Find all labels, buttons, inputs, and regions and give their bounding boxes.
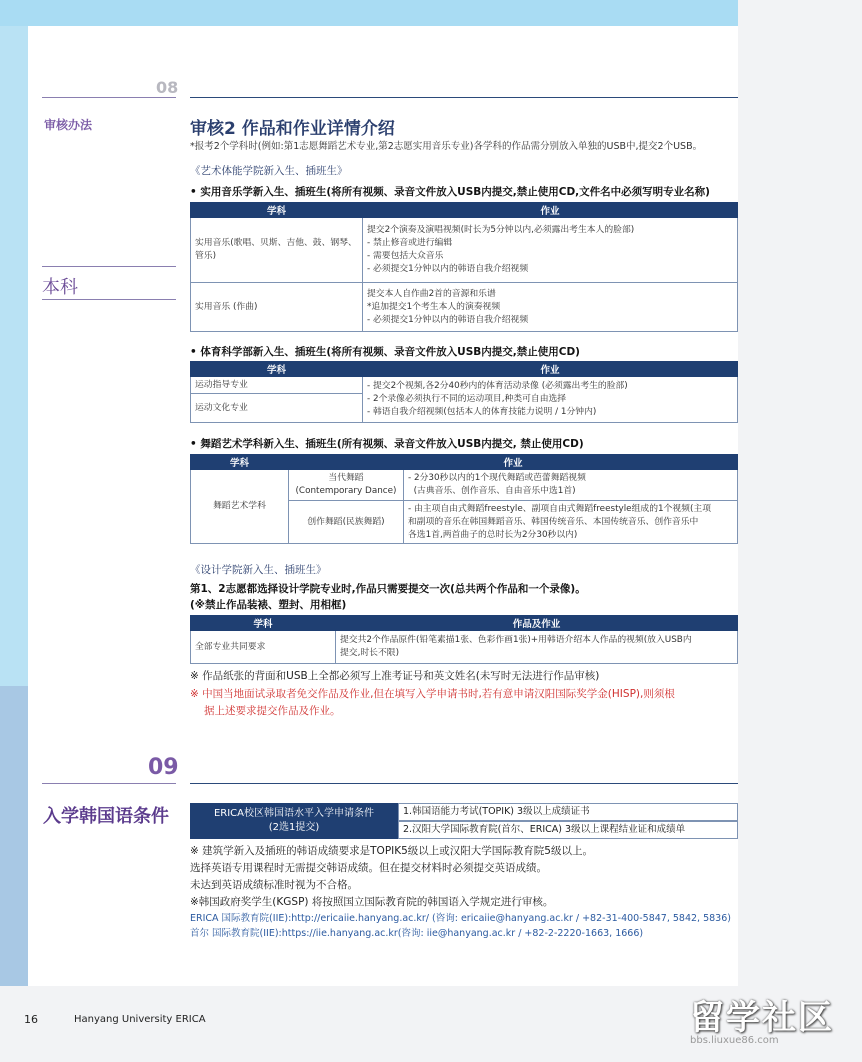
table-row xyxy=(191,283,738,332)
section-number-09: 09 xyxy=(148,755,179,780)
dance-table xyxy=(190,454,738,544)
section-rule xyxy=(42,783,176,784)
work-line: - 2分30秒以内的1个现代舞蹈或芭蕾舞蹈视频 xyxy=(408,473,586,483)
design-heading: 第1、2志愿都选择设计学院专业时,作品只需要提交一次(总共两个作品和一个录像)。 xyxy=(190,583,586,595)
work-line: - 必须提交1分钟以内的韩语自我介绍视频 xyxy=(367,314,529,325)
note-paper: ※ 作品纸张的背面和USB上全都必须写上准考证号和英文姓名(未写时无法进行作品审核) xyxy=(190,670,600,682)
intro-text: *报考2个学科时(例如:第1志愿舞蹈艺术专业,第2志愿实用音乐专业)各学科的作品需分别放入单独的USB中,提交2个USB。 xyxy=(190,141,703,152)
music-heading: • 实用音乐学新入生、插班生(将所有视频、录音文件放入USB内提交,禁止使用CD,文件名中必须写明专业名称) xyxy=(190,186,710,198)
subject-cell: 实用音乐 (作曲) xyxy=(191,283,363,332)
col-header: 学科 xyxy=(191,455,289,470)
work-cell xyxy=(363,283,738,332)
page-number: 16 xyxy=(24,1013,38,1026)
erica-iie-link[interactable]: ERICA 国际教育院(IIE):http://ericaiie.hanyang.ac.kr/ (咨询: ericaiie@hanyang.ac.kr / +82-31-400-5847, 5842, 5836) xyxy=(190,913,731,924)
korean-note: 选择英语专用课程时无需提交韩语成绩。但在提交材料时必须提交英语成绩。 xyxy=(190,862,547,874)
sports-table xyxy=(190,361,738,423)
work-line: - 禁止修音或进行编辑 xyxy=(367,238,453,248)
table-row xyxy=(191,631,738,664)
col-header: 作业 xyxy=(289,455,738,470)
box-title: ERICA校区韩国语水平入学申请条件 xyxy=(213,808,375,819)
seoul-iie-link[interactable]: 首尔 国际教育院(IIE):https://iie.hanyang.ac.kr(咨询: iie@hanyang.ac.kr / +82-2-2220-1663, 1666) xyxy=(190,928,644,939)
work-cell xyxy=(404,501,738,544)
option-item: 1.韩国语能力考试(TOPIK) 3级以上成绩证书 xyxy=(398,803,738,821)
subject-cell: 运动文化专业 xyxy=(191,394,363,423)
col-header: 学科 xyxy=(191,203,363,218)
watermark-url: bbs.liuxue86.com xyxy=(690,1035,779,1046)
left-strip-accent xyxy=(0,686,28,986)
design-category: 《设计学院新入生、插班生》 xyxy=(190,564,327,576)
work-cell xyxy=(363,218,738,283)
work-cell xyxy=(404,470,738,501)
side-label-korean: 入学韩国语条件 xyxy=(43,806,169,827)
side-divider xyxy=(42,266,176,267)
dance-heading: • 舞蹈艺术学科新入生、插班生(所有视频、录音文件放入USB内提交, 禁止使用CD) xyxy=(190,438,584,450)
subject-cell: 全部专业共同要求 xyxy=(191,631,336,664)
design-subheading: (※禁止作品装裱、塑封、用相框) xyxy=(190,599,347,611)
red-note-line2: 据上述要求提交作品及作业。 xyxy=(204,705,341,717)
music-table xyxy=(190,202,738,332)
type-cell xyxy=(289,470,404,501)
korean-note: ※韩国政府奖学生(KGSP) 将按照国立国际教育院的韩国语入学规定进行审核。 xyxy=(190,896,554,908)
side-divider xyxy=(42,299,176,300)
col-header: 作品及作业 xyxy=(336,616,738,631)
work-cell xyxy=(363,377,738,423)
section-number-08: 08 xyxy=(156,78,179,97)
table-row xyxy=(191,218,738,283)
sports-heading: • 体育科学部新入生、插班生(将所有视频、录音文件放入USB内提交,禁止使用CD) xyxy=(190,346,580,358)
col-header: 作业 xyxy=(363,362,738,377)
type-cell: 创作舞蹈(民族舞蹈) xyxy=(289,501,404,544)
type-line: 当代舞蹈 xyxy=(328,473,364,483)
watermark-logo xyxy=(690,990,850,1050)
work-line: - 韩语自我介绍视频(包括本人的体育技能力说明 / 1分钟内) xyxy=(367,407,597,417)
col-header: 学科 xyxy=(191,616,336,631)
section-rule-main xyxy=(190,97,738,98)
design-table xyxy=(190,615,738,664)
work-line: - 必须提交1分钟以内的韩语自我介绍视频 xyxy=(367,264,529,274)
work-line: 提交共2个作品原件(铅笔素描1张、色彩作画1张)+用韩语介绍本人作品的视频(放入USB内 xyxy=(340,635,692,645)
watermark-text: 留学社区 xyxy=(690,998,834,1038)
work-line: (古典音乐、创作音乐、自由音乐中选1首) xyxy=(408,486,576,496)
col-header: 作业 xyxy=(363,203,738,218)
type-line: (Contemporary Dance) xyxy=(295,486,397,496)
work-line: - 需要包括大众音乐 xyxy=(367,251,444,261)
work-line: 和副项的音乐在韩国舞蹈音乐、韩国传统音乐、本国传统音乐、创作音乐中 xyxy=(408,516,699,527)
work-line: 提交本人自作曲2首的音源和乐谱 xyxy=(367,288,496,299)
work-line: - 2个录像必须执行不同的运动项目,种类可自由选择 xyxy=(367,394,567,404)
option-item: 2.汉阳大学国际教育院(首尔、ERICA) 3级以上课程结业证和成绩单 xyxy=(398,821,738,839)
work-line: 各选1首,两首曲子的总时长为2分30秒以内) xyxy=(408,529,578,540)
work-cell xyxy=(336,631,738,664)
side-panel xyxy=(28,26,182,986)
work-line: - 由主项自由式舞蹈freestyle、副项自由式舞蹈freestyle组成的1个视频(主项 xyxy=(408,503,712,514)
work-line: *追加提交1个考生本人的演奏视频 xyxy=(367,301,501,312)
korean-note: ※ 建筑学新入及插班的韩语成绩要求是TOPIK5级以上或汉阳大学国际教育院5级以上。 xyxy=(190,845,593,857)
subject-cell: 运动指导专业 xyxy=(191,377,363,394)
col-header: 学科 xyxy=(191,362,363,377)
side-label-review: 审核办法 xyxy=(44,118,93,132)
footer-school: Hanyang University ERICA xyxy=(74,1014,206,1025)
work-line: 提交2个演奏及演唱视频(时长为5分钟以内,必须露出考生本人的脸部) xyxy=(367,225,635,235)
section-rule xyxy=(42,97,176,98)
top-color-band xyxy=(0,0,738,26)
korean-note: 未达到英语成绩标准时视为不合格。 xyxy=(190,879,358,891)
subject-cell: 实用音乐(歌唱、贝斯、吉他、鼓、钢琴、管乐) xyxy=(191,218,363,283)
left-color-strip xyxy=(0,26,28,986)
table-row xyxy=(191,377,738,394)
arts-category: 《艺术体能学院新入生、插班生》 xyxy=(190,165,348,177)
subject-cell: 舞蹈艺术学科 xyxy=(191,470,289,544)
table-row xyxy=(191,470,738,501)
box-subtitle: (2选1提交) xyxy=(268,822,320,833)
korean-requirement-box xyxy=(190,803,398,839)
section-rule-main xyxy=(190,783,738,784)
section-title: 审核2 作品和作业详情介绍 xyxy=(190,119,395,139)
work-line: 提交,时长不限) xyxy=(340,648,400,658)
side-label-undergrad: 本科 xyxy=(42,277,78,298)
red-note-line1: ※ 中国当地面试录取者免交作品及作业,但在填写入学申请书时,若有意申请汉阳国际奖学金(HISP),则须根 xyxy=(190,688,675,700)
work-line: - 提交2个视频,各2分40秒内的体育活动录像 (必须露出考生的脸部) xyxy=(367,381,628,391)
